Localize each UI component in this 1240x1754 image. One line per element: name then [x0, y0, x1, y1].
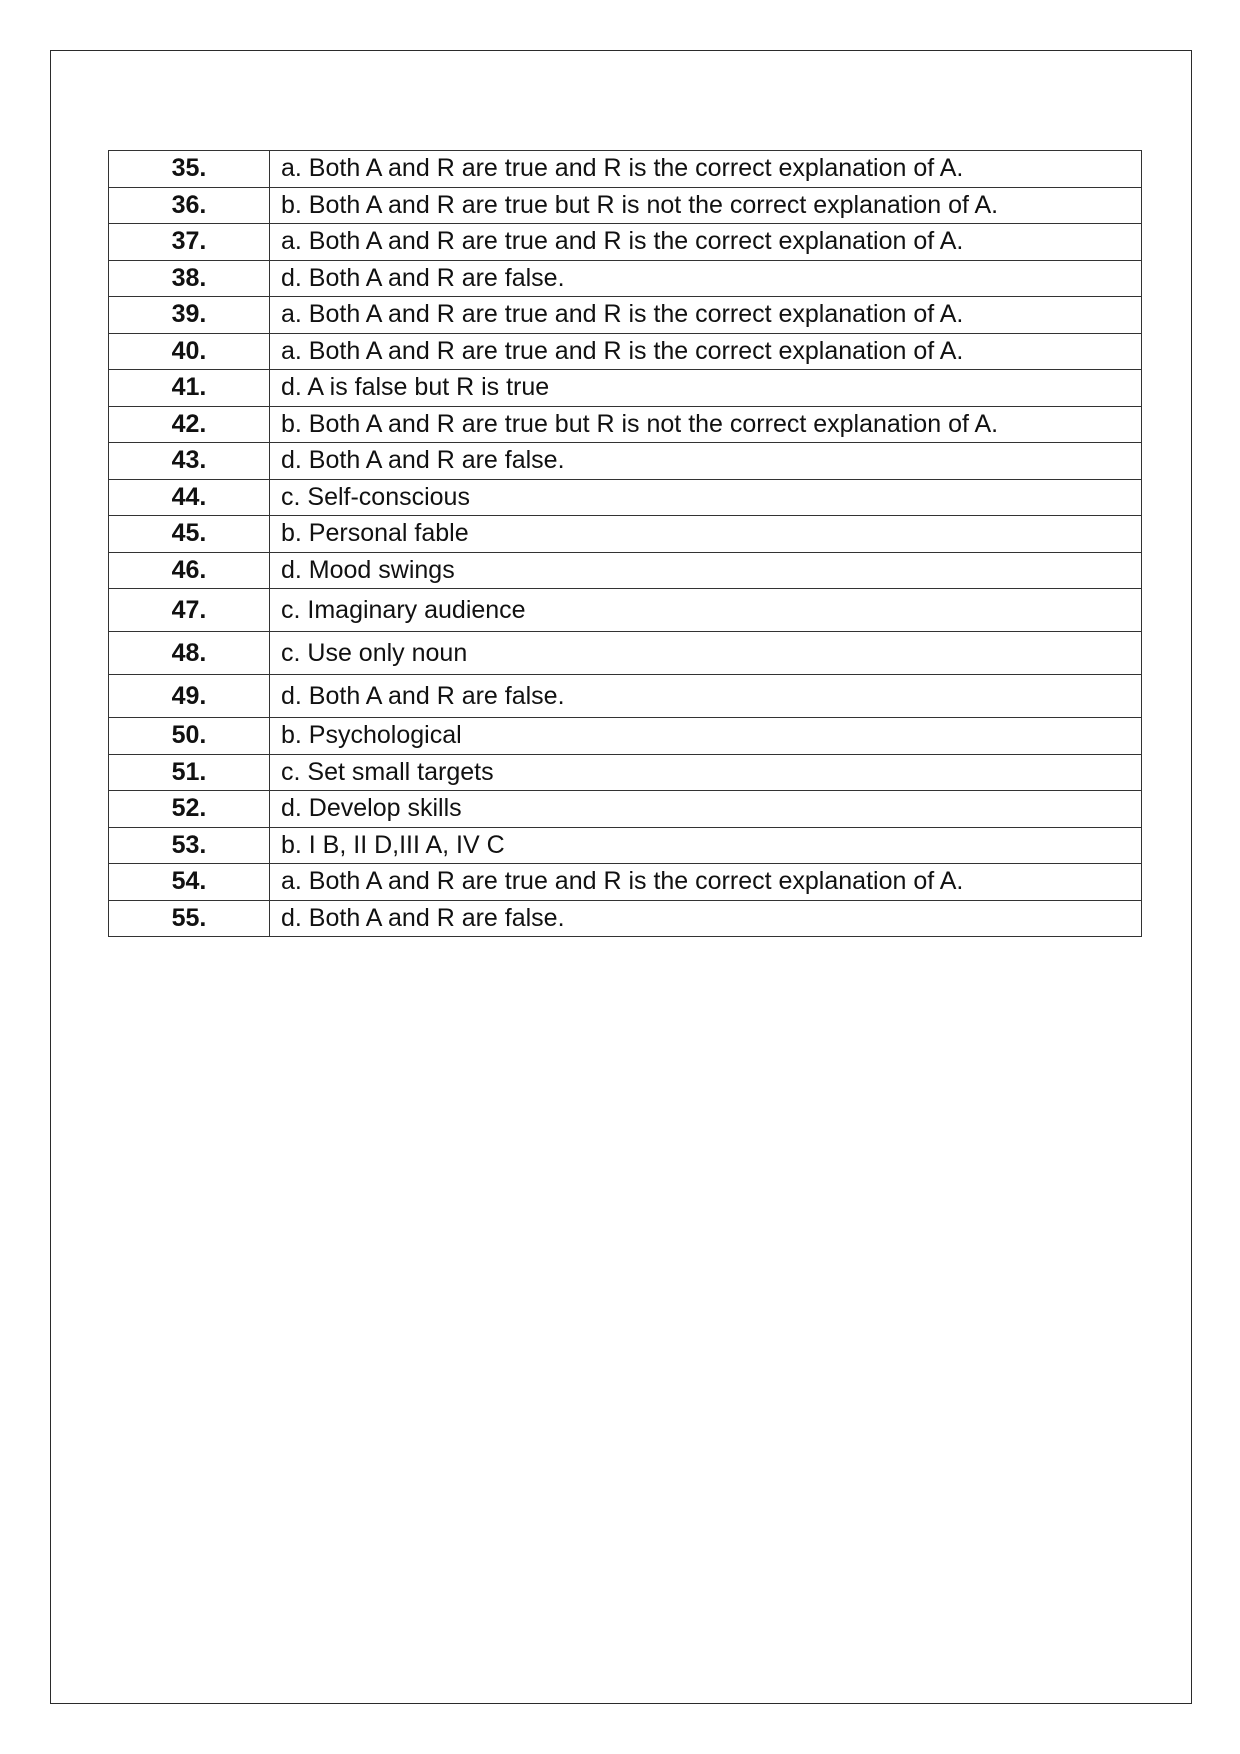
table-row: [109, 754, 1142, 791]
answer-text: d. A is false but R is true: [270, 370, 1142, 407]
answer-text: d. Both A and R are false.: [270, 443, 1142, 480]
question-number: 51.: [109, 754, 270, 791]
question-number: 38.: [109, 260, 270, 297]
answer-text: d. Both A and R are false.: [270, 675, 1142, 718]
answer-text: d. Develop skills: [270, 791, 1142, 828]
question-number: 47.: [109, 589, 270, 632]
question-number: 36.: [109, 187, 270, 224]
question-number: 50.: [109, 718, 270, 755]
answer-text: b. Personal fable: [270, 516, 1142, 553]
answer-text: c. Imaginary audience: [270, 589, 1142, 632]
question-number: 53.: [109, 827, 270, 864]
table-row: [109, 479, 1142, 516]
table-row: [109, 297, 1142, 334]
table-row: [109, 718, 1142, 755]
table-row: [109, 187, 1142, 224]
table-row: [109, 516, 1142, 553]
answer-text: c. Use only noun: [270, 632, 1142, 675]
question-number: 35.: [109, 151, 270, 188]
question-number: 52.: [109, 791, 270, 828]
table-row: [109, 224, 1142, 261]
answer-text: b. I B, II D,III A, IV C: [270, 827, 1142, 864]
table-row: [109, 260, 1142, 297]
table-row: [109, 370, 1142, 407]
table-row: [109, 333, 1142, 370]
answer-text: d. Both A and R are false.: [270, 900, 1142, 937]
question-number: 46.: [109, 552, 270, 589]
answer-text: b. Both A and R are true but R is not the correct explanation of A.: [270, 187, 1142, 224]
question-number: 40.: [109, 333, 270, 370]
question-number: 37.: [109, 224, 270, 261]
table-row: [109, 791, 1142, 828]
answer-text: b. Both A and R are true but R is not the correct explanation of A.: [270, 406, 1142, 443]
table-row: [109, 589, 1142, 632]
question-number: 55.: [109, 900, 270, 937]
table-row: [109, 827, 1142, 864]
question-number: 41.: [109, 370, 270, 407]
table-row: [109, 632, 1142, 675]
answer-text: a. Both A and R are true and R is the correct explanation of A.: [270, 333, 1142, 370]
table-row: [109, 675, 1142, 718]
question-number: 54.: [109, 864, 270, 901]
answer-text: a. Both A and R are true and R is the correct explanation of A.: [270, 151, 1142, 188]
table-row: [109, 151, 1142, 188]
question-number: 39.: [109, 297, 270, 334]
answer-text: b. Psychological: [270, 718, 1142, 755]
question-number: 48.: [109, 632, 270, 675]
answer-text: c. Self-conscious: [270, 479, 1142, 516]
table-row: [109, 406, 1142, 443]
answer-text: d. Both A and R are false.: [270, 260, 1142, 297]
answer-text: d. Mood swings: [270, 552, 1142, 589]
table-row: [109, 443, 1142, 480]
question-number: 45.: [109, 516, 270, 553]
answer-text: c. Set small targets: [270, 754, 1142, 791]
answer-key-table: [108, 150, 1142, 937]
question-number: 44.: [109, 479, 270, 516]
question-number: 49.: [109, 675, 270, 718]
question-number: 42.: [109, 406, 270, 443]
answer-text: a. Both A and R are true and R is the correct explanation of A.: [270, 224, 1142, 261]
table-row: [109, 864, 1142, 901]
table-row: [109, 900, 1142, 937]
answer-text: a. Both A and R are true and R is the correct explanation of A.: [270, 864, 1142, 901]
table-row: [109, 552, 1142, 589]
question-number: 43.: [109, 443, 270, 480]
answer-text: a. Both A and R are true and R is the correct explanation of A.: [270, 297, 1142, 334]
